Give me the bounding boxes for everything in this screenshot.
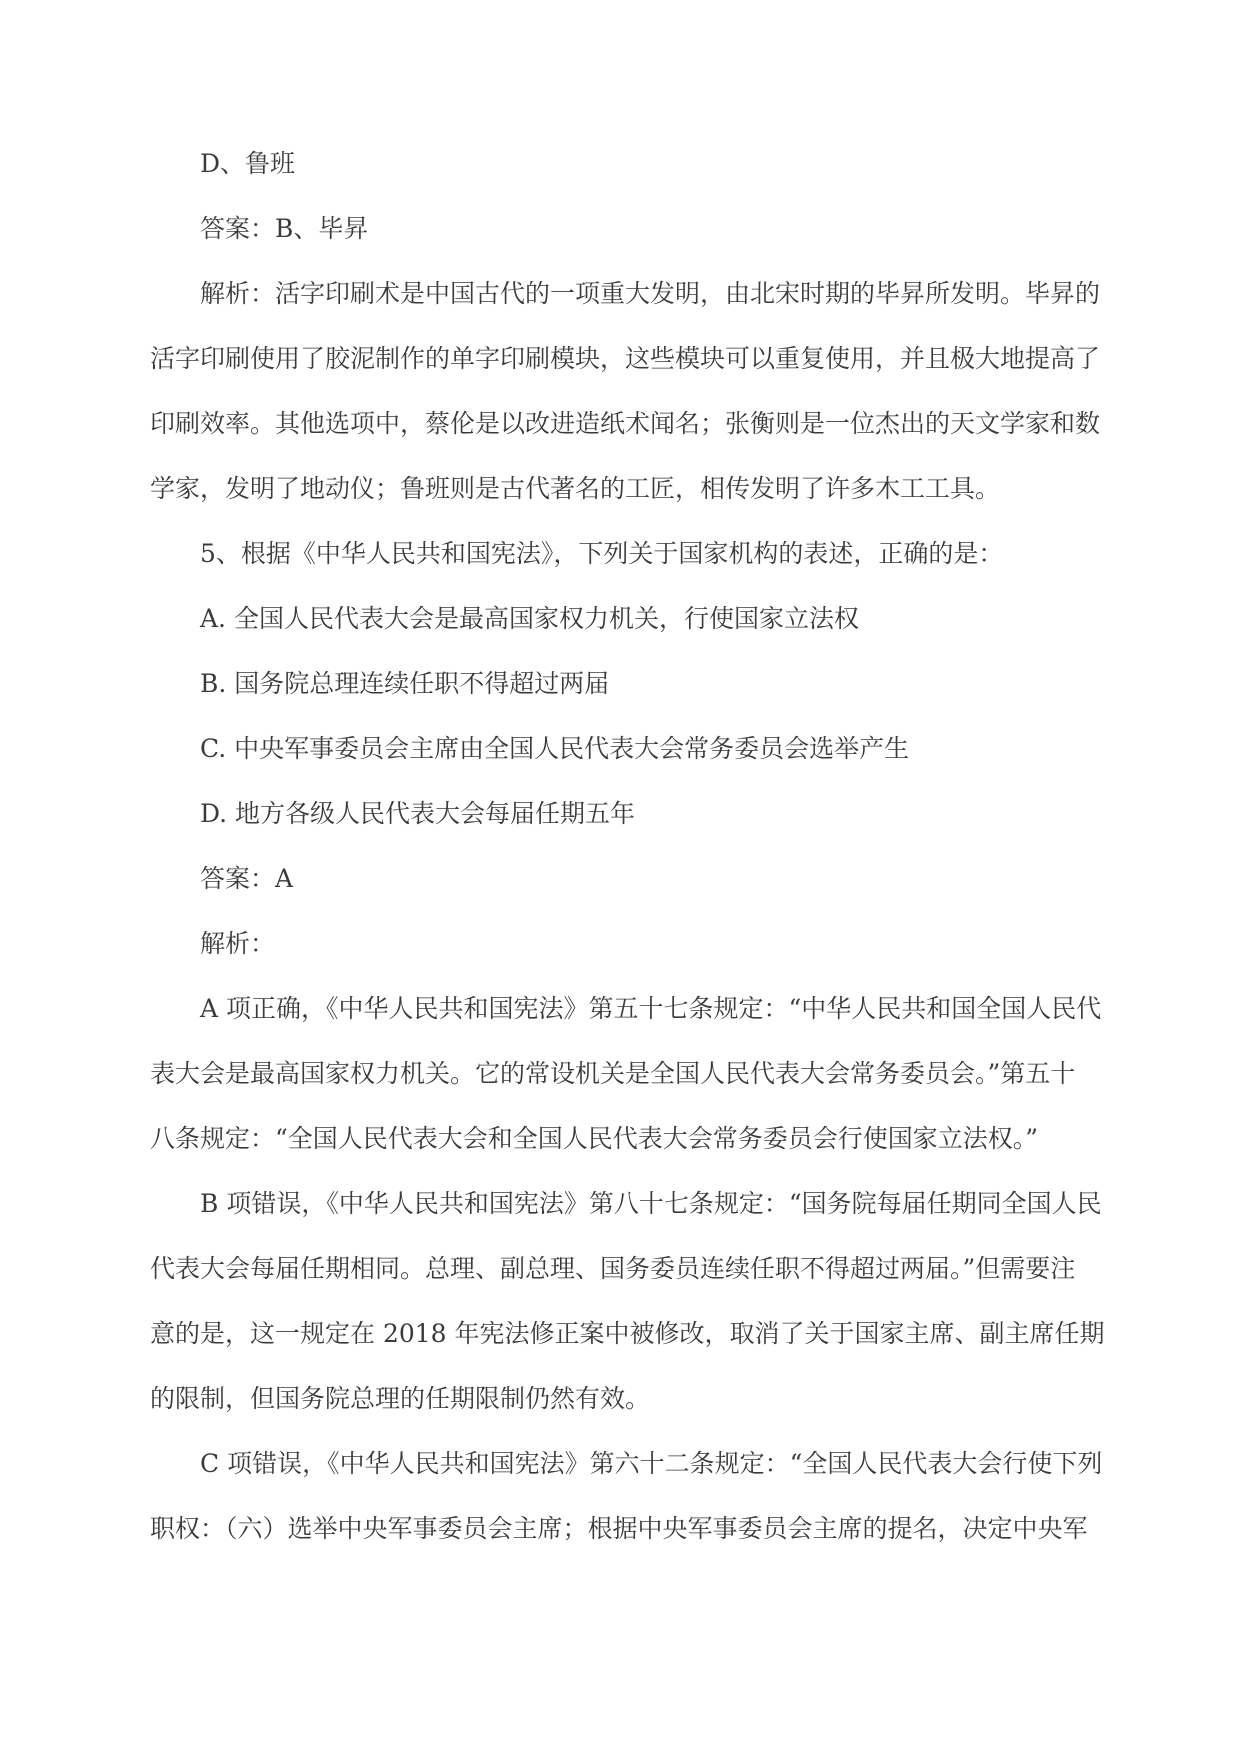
- text-line: C. 中央军事委员会主席由全国人民代表大会常务委员会选举产生: [200, 734, 910, 763]
- text-line: 八条规定：“全国人民代表大会和全国人民代表大会常务委员会行使国家立法权。”: [150, 1124, 1039, 1153]
- text-line: 学家，发明了地动仪；鲁班则是古代著名的工匠，相传发明了许多木工工具。: [150, 474, 1001, 503]
- text-line: 表大会是最高国家权力机关。它的常设机关是全国人民代表大会常务委员会。”第五十: [150, 1059, 1076, 1088]
- text-line: 意的是，这一规定在 2018 年宪法修正案中被修改，取消了关于国家主席、副主席任期: [150, 1319, 1105, 1348]
- text-line: B. 国务院总理连续任职不得超过两届: [200, 669, 610, 698]
- text-line: 印刷效率。其他选项中，蔡伦是以改进造纸术闻名；张衡则是一位杰出的天文学家和数: [150, 409, 1101, 438]
- text-line: 的限制，但国务院总理的任期限制仍然有效。: [150, 1384, 651, 1413]
- text-line: 答案：A: [200, 864, 294, 893]
- text-line: 职权：（六）选举中央军事委员会主席；根据中央军事委员会主席的提名，决定中央军: [150, 1514, 1088, 1543]
- text-line: A. 全国人民代表大会是最高国家权力机关，行使国家立法权: [200, 604, 859, 633]
- text-line: D. 地方各级人民代表大会每届任期五年: [200, 799, 636, 828]
- text-line: 解析：活字印刷术是中国古代的一项重大发明，由北宋时期的毕昇所发明。毕昇的: [200, 279, 1101, 308]
- text-line: B 项错误，《中华人民共和国宪法》第八十七条规定：“国务院每届任期同全国人民: [200, 1189, 1102, 1218]
- text-line: 答案：B、毕昇: [200, 214, 369, 243]
- text-line: D、鲁班: [200, 149, 296, 178]
- text-line: C 项错误，《中华人民共和国宪法》第六十二条规定：“全国人民代表大会行使下列: [200, 1449, 1103, 1478]
- text-line: A 项正确，《中华人民共和国宪法》第五十七条规定：“中华人民共和国全国人民代: [200, 994, 1102, 1023]
- text-line: 5、根据《中华人民共和国宪法》，下列关于国家机构的表述，正确的是：: [200, 539, 1004, 568]
- document-text-block: [150, 131, 1105, 1561]
- text-line: 活字印刷使用了胶泥制作的单字印刷模块，这些模块可以重复使用，并且极大地提高了: [150, 344, 1101, 373]
- text-line: 代表大会每届任期相同。总理、副总理、国务委员连续任职不得超过两届。”但需要注: [150, 1254, 1076, 1283]
- text-line: 解析：: [200, 929, 276, 958]
